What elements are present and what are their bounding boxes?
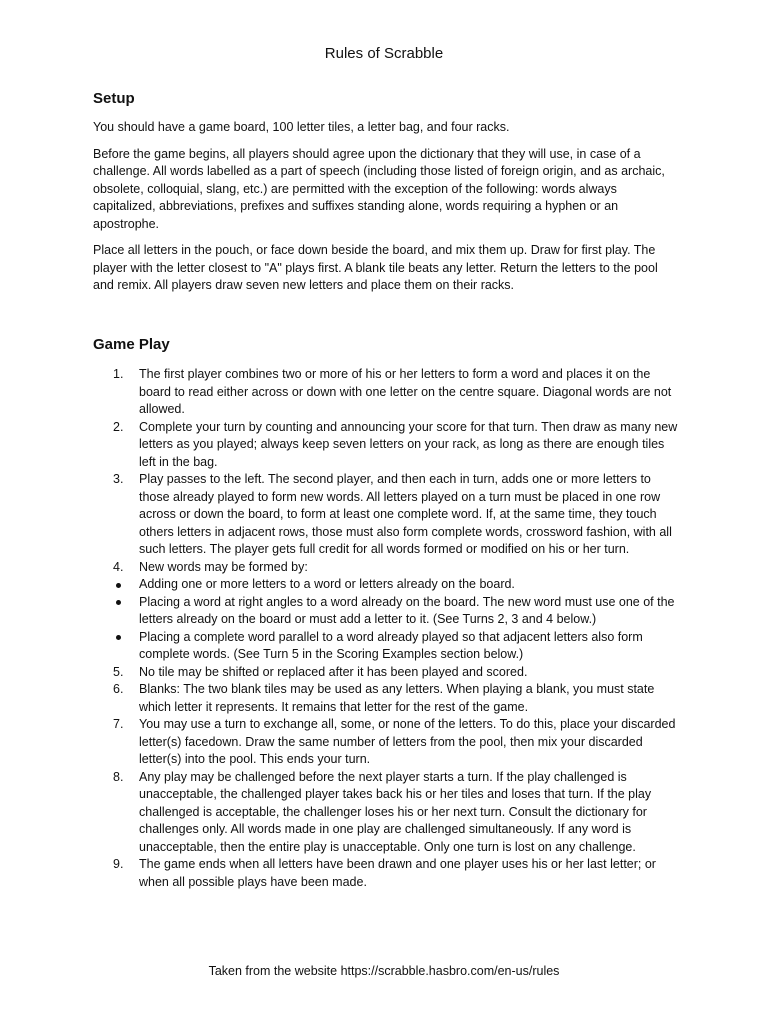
list-item-text: The game ends when all letters have been drawn and one player uses his or her last letter; or when all possible plays have been made.: [139, 857, 656, 889]
bullet-list-item: [93, 576, 678, 594]
list-number: 9.: [113, 857, 124, 871]
numbered-list-item: [93, 366, 678, 419]
bullet-icon: [116, 583, 121, 588]
source-footer: Taken from the website https://scrabble.hasbro.com/en-us/rules: [208, 964, 560, 978]
list-item-text: Placing a word at right angles to a word already on the board. The new word must use one of the letters already on the board or must add a letter to it. (See Turns 2, 3 and 4 below.): [139, 594, 675, 626]
numbered-list-item: [93, 559, 678, 577]
numbered-list-item: [93, 664, 678, 682]
bullet-list-item: [93, 629, 678, 664]
document-title: Rules of Scrabble: [324, 45, 444, 62]
game-play-heading: Game Play: [93, 336, 170, 353]
list-number: 6.: [113, 682, 124, 696]
numbered-list-item: [93, 716, 678, 769]
list-number: 7.: [113, 717, 124, 731]
list-item-text: Blanks: The two blank tiles may be used as any letters. When playing a blank, you must state which letter it represents. It remains that letter for the rest of the game.: [139, 682, 655, 714]
game-play-rules-list: [93, 366, 678, 891]
setup-paragraph: You should have a game board, 100 letter tiles, a letter bag, and four racks.: [93, 120, 510, 134]
setup-heading: Setup: [93, 90, 135, 107]
list-number: 5.: [113, 664, 124, 679]
bullet-icon: [116, 635, 121, 640]
numbered-list-item: [93, 419, 678, 472]
numbered-list-item: [93, 769, 678, 857]
numbered-list-item: [93, 471, 678, 559]
list-item-text: The first player combines two or more of his or her letters to form a word and places it on the board to read either across or down with one letter on the centre square. Diagonal words are not allowed.: [139, 367, 672, 416]
setup-paragraph: Before the game begins, all players should agree upon the dictionary that they will use, in case of a challenge. All words labelled as a part of speech (including those listed of foreign origin, and as archaic, obsolete, colloquial, slang, etc.) are permitted with the exception of the following: words always capitalized, abbreviations, prefixes and suffixes standing alone, words requiring a hyphen or an apostrophe.: [93, 146, 665, 231]
bullet-icon: [116, 600, 121, 605]
setup-paragraph: Place all letters in the pouch, or face down beside the board, and mix them up. Draw for first play. The player with the letter closest to "A" plays first. A blank tile beats any letter. Return the letters to the pool and remix. All players draw seven new letters and place them on their racks.: [93, 243, 658, 292]
list-item-text: Any play may be challenged before the next player starts a turn. If the play challenged is unacceptable, the challenged player takes back his or her tiles and loses that turn. If the play challenged is acceptable, the challenger loses his or her next turn. Consult the dictionary for challenges only. All words made in one play are challenged simultaneously. If any word is unacceptable, then the entire play is unacceptable. Only one turn is lost on any challenge.: [139, 769, 652, 854]
numbered-list-item: [93, 681, 678, 716]
list-item-text: You may use a turn to exchange all, some, or none of the letters. To do this, place your discarded letter(s) facedown. Draw the same number of letters from the pool, then mix your discarded letter(s) into the pool. This ends your turn.: [139, 717, 676, 766]
list-item-text: Play passes to the left. The second player, and then each in turn, adds one or more letters to those already played to form new words. All letters played on a turn must be placed in one row across or down the board, to form at least one complete word. If, at the same time, they touch others letters in adjacent rows, those must also form complete words, crossword fashion, with all such letters. The player gets full credit for all words formed or modified on his or her turn.: [139, 472, 672, 556]
list-item-text: Complete your turn by counting and announcing your score for that turn. Then draw as many new letters as you played; always keep seven letters on your rack, as long as there are enough tiles left in the bag.: [139, 419, 678, 469]
setup-section: [93, 119, 678, 304]
bullet-list-item: [93, 594, 678, 629]
list-item-text: Placing a complete word parallel to a word already played so that adjacent letters also form complete words. (See Turn 5 in the Scoring Examples section below.): [139, 629, 643, 661]
list-number: 8.: [113, 769, 124, 784]
list-item-text: New words may be formed by:: [139, 559, 308, 574]
list-item-text: No tile may be shifted or replaced after it has been played and scored.: [139, 664, 528, 679]
list-number: 1.: [113, 367, 124, 381]
list-number: 2.: [113, 419, 124, 434]
list-number: 3.: [113, 472, 124, 486]
list-item-text: Adding one or more letters to a word or letters already on the board.: [139, 577, 515, 591]
list-number: 4.: [113, 559, 124, 574]
numbered-list-item: [93, 856, 678, 891]
